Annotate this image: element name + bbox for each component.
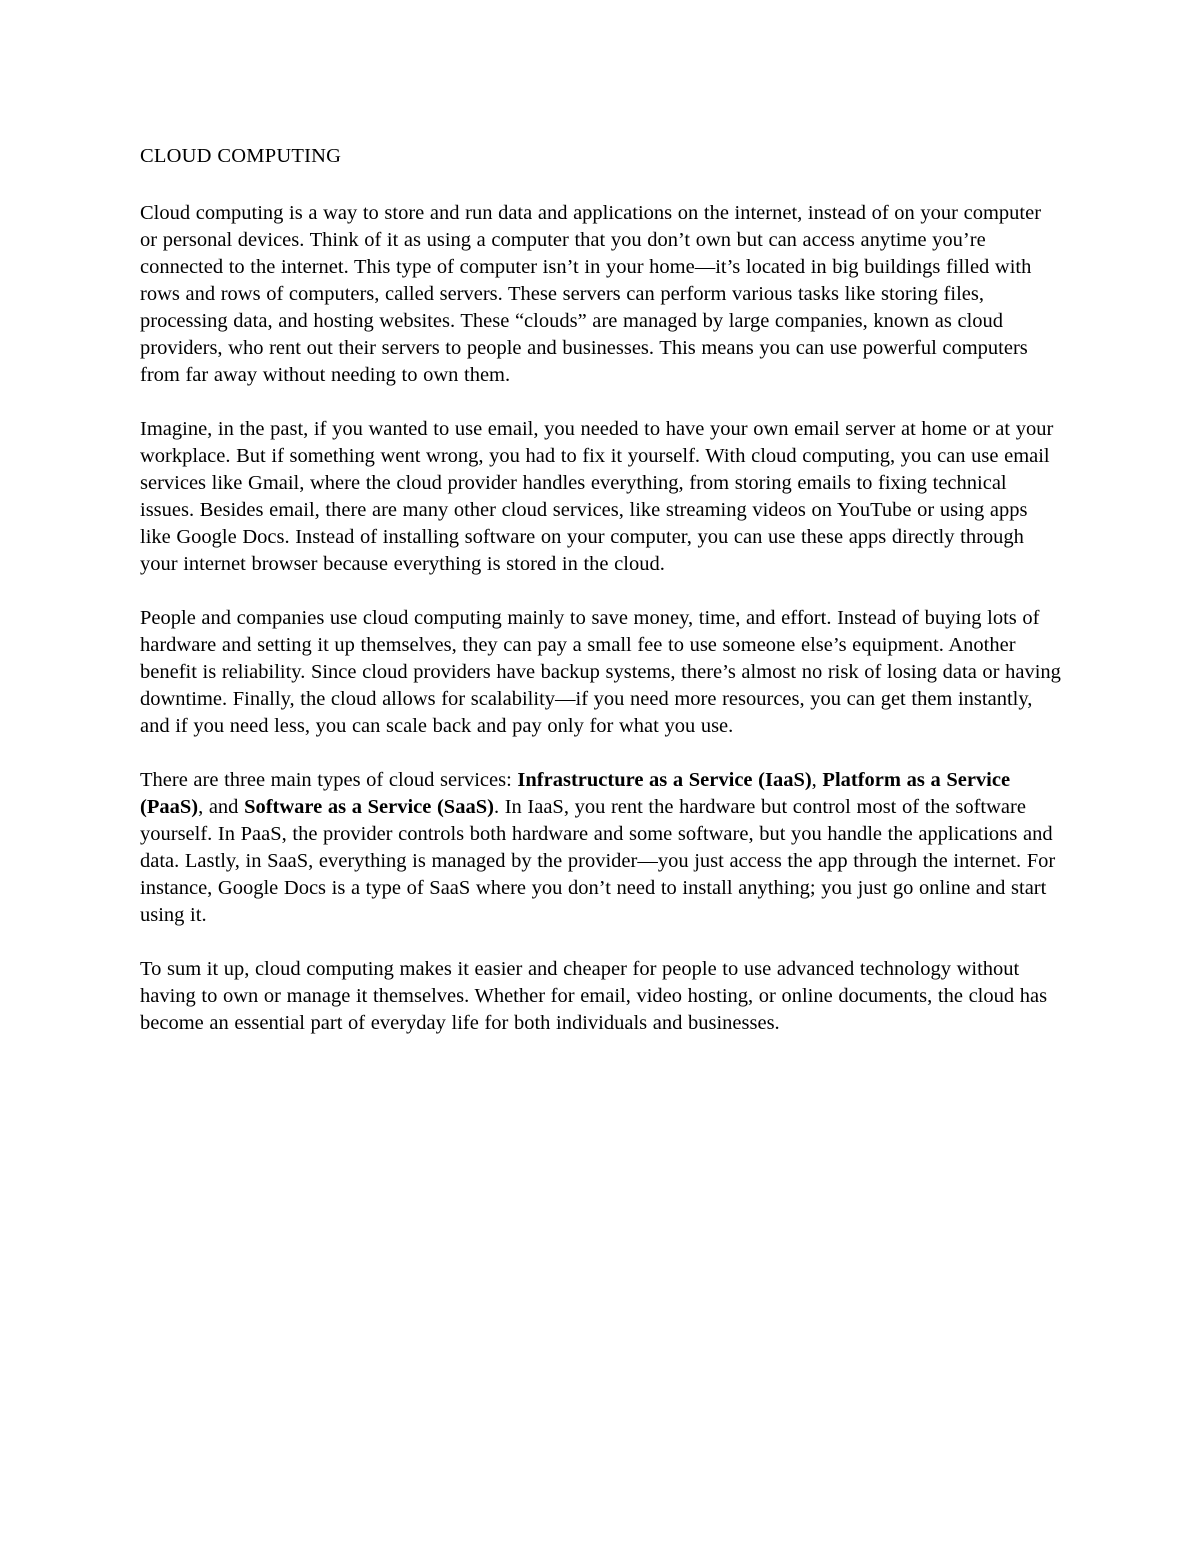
term-iaas: Infrastructure as a Service (IaaS)	[517, 769, 812, 791]
term-paas: Platform as a Service (PaaS)	[140, 769, 1011, 818]
service-types-rest: . In IaaS, you rent the hardware but control most of the software yourself. In PaaS, the provider controls both hardware and some software, but you handle the applications and data. Lastly, in SaaS, everything is managed by the provider—you just access the app through the internet. For instance, Google Docs is a type of SaaS where you don’t need to install anything; you just go online and start using it.	[140, 796, 1056, 926]
paragraph-email-example: Imagine, in the past, if you wanted to use email, you needed to have your own email server at home or at your workplace. But if something went wrong, you had to fix it yourself. With cloud computing, you can use email services like Gmail, where the cloud provider handles everything, from storing emails to fixing technical issues. Besides email, there are many other cloud services, like streaming videos on YouTube or using apps like Google Docs. Instead of installing software on your computer, you can use these apps directly through your internet browser because everything is stored in the cloud.	[140, 418, 1054, 575]
paragraph-service-types	[140, 767, 1062, 929]
paragraph-summary: To sum it up, cloud computing makes it easier and cheaper for people to use advanced technology without having to own or manage it themselves. Whether for email, video hosting, or online documents, the cloud has become an essential part of everyday life for both individuals and businesses.	[140, 958, 1048, 1034]
separator-1: ,	[811, 769, 823, 791]
paragraph-definition: Cloud computing is a way to store and run data and applications on the internet, instead of on your computer or personal devices. Think of it as using a computer that you don’t own but can access anytime you’re connected to the internet. This type of computer isn’t in your home—it’s located in big buildings filled with rows and rows of computers, called servers. These servers can perform various tasks like storing files, processing data, and hosting websites. These “clouds” are managed by large companies, known as cloud providers, who rent out their servers to people and businesses. This means you can use powerful computers from far away without needing to own them.	[140, 202, 1042, 386]
document-body	[140, 140, 1062, 1037]
separator-2: , and	[198, 796, 245, 818]
service-types-intro: There are three main types of cloud services:	[140, 769, 518, 791]
term-saas: Software as a Service (SaaS)	[244, 796, 494, 818]
document-title: CLOUD COMPUTING	[140, 145, 342, 167]
paragraph-benefits: People and companies use cloud computing mainly to save money, time, and effort. Instead of buying lots of hardware and setting it up themselves, they can pay a small fee to use someone else’s equipment. Another benefit is reliability. Since cloud providers have backup systems, there’s almost no risk of losing data or having downtime. Finally, the cloud allows for scalability—if you need more resources, you can get them instantly, and if you need less, you can scale back and pay only for what you use.	[140, 607, 1061, 737]
